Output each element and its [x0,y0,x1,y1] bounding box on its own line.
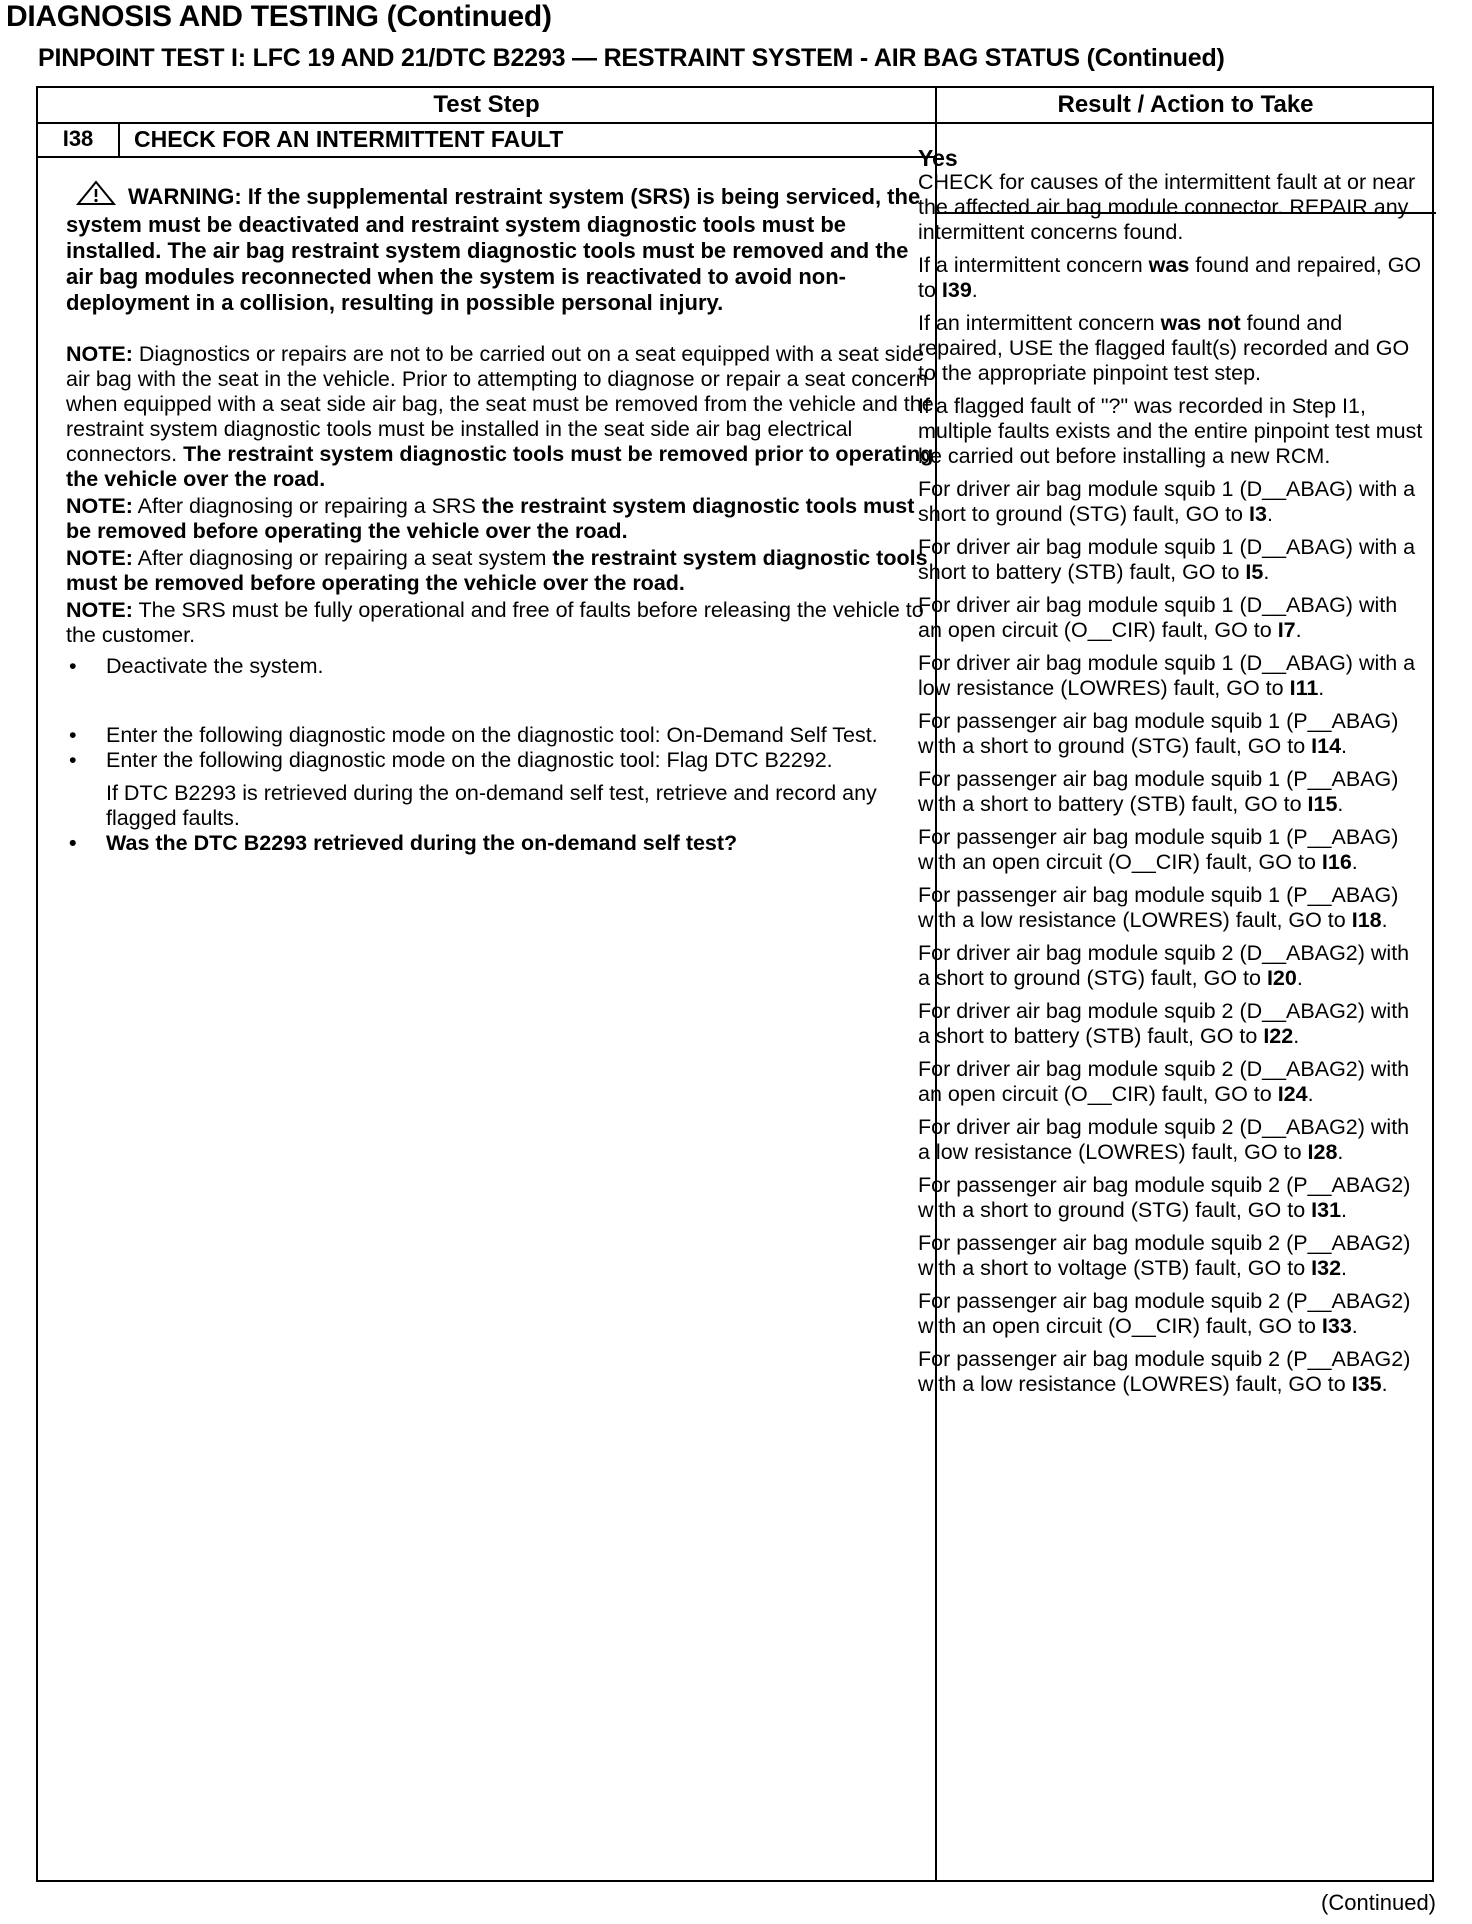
note-seat-side-airbag [66,342,936,492]
warning-text: WARNING: If the supplemental restraint system (SRS) is being serviced, the system must be deactivated and restraint system diagnostic tools must be installed. The air bag restraint system diagnostic tools must be removed and the air bag modules reconnected when the system is reactivated to avoid non-deployment in a collision, resulting in possible personal injury. [66,184,921,315]
goto-step: I20 [1266,966,1297,990]
fault-description: For passenger air bag module squib 1 (P__ABAG) with a short to ground (STG) fault, GO to [918,709,1399,758]
goto-step: I31 [1311,1198,1342,1222]
bullet-text: Was the DTC B2293 retrieved during the on-demand self test? [106,831,738,855]
result-concern-not-found: If an intermittent concern was not found and repaired, USE the flagged fault(s) recorded and GO to the appropriate pinpoint test step. [918,311,1410,385]
bullet-icon: • [69,723,77,747]
fault-result-item: For driver air bag module squib 1 (D__ABAG) with an open circuit (O__CIR) fault, GO to I7. [918,593,1398,642]
column-header-result: Result / Action to Take [1057,91,1314,118]
fault-description: For passenger air bag module squib 2 (P__ABAG2) with a short to ground (STG) fault, GO to [918,1173,1411,1222]
fault-description: For driver air bag module squib 1 (D__ABAG) with a low resistance (LOWRES) fault, GO to [918,651,1416,700]
fault-result-item: For passenger air bag module squib 2 (P__ABAG2) with a short to ground (STG) fault, GO to I31. [918,1173,1411,1222]
fault-result-item: For driver air bag module squib 1 (D__ABAG) with a short to battery (STB) fault, GO to I5. [918,535,1416,584]
note-text: Diagnostics or repairs are not to be carried out on a seat equipped with a seat side air bag with the seat in the vehicle. Prior to attempting to diagnose or repair a seat concern when equipped with a seat side air bag, the seat must be removed from the vehicle and the restraint system diagnostic tools must be installed in the seat side air bag electrical connectors. [66,342,934,466]
note-after-seat-repair [66,546,936,596]
note-text: After diagnosing or repairing a seat system [132,546,553,570]
fault-result-item: For driver air bag module squib 2 (D__ABAG2) with a short to battery (STB) fault, GO to I22. [918,999,1410,1048]
bullet-text: Enter the following diagnostic mode on the diagnostic tool: On-Demand Self Test. [106,723,878,747]
goto-step: I24 [1277,1082,1308,1106]
page-title: DIAGNOSIS AND TESTING (Continued) [6,0,552,33]
warning-block [66,180,936,316]
fault-result-item: For passenger air bag module squib 1 (P__ABAG) with a low resistance (LOWRES) fault, GO to I18. [918,883,1399,932]
step-number: I38 [38,122,120,156]
fault-description: For passenger air bag module squib 1 (P__ABAG) with a short to battery (STB) fault, GO to [918,767,1399,816]
goto-step: I18 [1351,908,1382,932]
goto-step: I14 [1311,734,1342,758]
retrieve-instruction: If DTC B2293 is retrieved during the on-demand self test, retrieve and record any flagged faults. [106,781,877,830]
fault-description: For driver air bag module squib 2 (D__ABAG2) with an open circuit (O__CIR) fault, GO to [918,1057,1410,1106]
warning-triangle-icon [76,180,116,212]
goto-step: I5 [1245,560,1264,584]
result-content [918,146,1424,1405]
bullet-deactivate [66,654,936,679]
bullet-icon: • [69,831,77,855]
step-row [38,122,935,158]
fault-result-item: For passenger air bag module squib 1 (P__ABAG) with an open circuit (O__CIR) fault, GO to I16. [918,825,1399,874]
result-check-intermittent: CHECK for causes of the intermittent fault at or near the affected air bag module connector. REPAIR any intermittent concerns found. [918,170,1416,244]
fault-result-item: For driver air bag module squib 1 (D__ABAG) with a low resistance (LOWRES) fault, GO to I11. [918,651,1416,700]
note-emphasis: the restraint system diagnostic tools must be removed before operating the vehicle over the road. [66,546,928,595]
goto-step: I16 [1321,850,1352,874]
note-label: NOTE: [66,494,133,518]
bullet-icon: • [69,654,77,678]
pinpoint-test-title: PINPOINT TEST I: LFC 19 AND 21/DTC B2293 — RESTRAINT SYSTEM - AIR BAG STATUS (Continued) [38,44,1225,72]
goto-step: I33 [1321,1314,1352,1338]
note-srs-operational [66,598,936,648]
bullet-text: Deactivate the system. [106,654,324,678]
goto-step: I7 [1277,618,1296,642]
fault-result-item: For passenger air bag module squib 2 (P__ABAG2) with a short to voltage (STB) fault, GO to I32. [918,1231,1411,1280]
fault-result-item: For driver air bag module squib 2 (D__ABAG2) with a low resistance (LOWRES) fault, GO to I28. [918,1115,1410,1164]
fault-description: For driver air bag module squib 2 (D__ABAG2) with a low resistance (LOWRES) fault, GO to [918,1115,1410,1164]
fault-description: For driver air bag module squib 2 (D__ABAG2) with a short to battery (STB) fault, GO to [918,999,1410,1048]
note-emphasis: the restraint system diagnostic tools must be removed before operating the vehicle over the road. [66,494,915,543]
result-multiple-faults: If a flagged fault of "?" was recorded in Step I1, multiple faults exists and the entire pinpoint test must be carried out before installing a new RCM. [918,394,1423,468]
note-label: NOTE: [66,546,133,570]
fault-description: For passenger air bag module squib 2 (P__ABAG2) with a short to voltage (STB) fault, GO to [918,1231,1411,1280]
fault-description: For driver air bag module squib 1 (D__ABAG) with a short to ground (STG) fault, GO to [918,477,1416,526]
bullet-text: Enter the following diagnostic mode on the diagnostic tool: Flag DTC B2292. [106,748,833,772]
goto-step: I3 [1249,502,1267,526]
fault-description: For passenger air bag module squib 1 (P__ABAG) with an open circuit (O__CIR) fault, GO to [918,825,1399,874]
goto-step: I15 [1307,792,1338,816]
fault-description: For driver air bag module squib 2 (D__ABAG2) with a short to ground (STG) fault, GO to [918,941,1410,990]
fault-description: For passenger air bag module squib 2 (P__ABAG2) with an open circuit (O__CIR) fault, GO to [918,1289,1411,1338]
note-text: After diagnosing or repairing a SRS [132,494,482,518]
table-header-row [38,88,1432,124]
goto-step: I11 [1289,676,1319,700]
note-emphasis: The restraint system diagnostic tools must be removed prior to operating the vehicle over the road. [66,442,934,491]
fault-description: For driver air bag module squib 1 (D__ABAG) with a short to battery (STB) fault, GO to [918,535,1416,584]
continued-label: (Continued) [1321,1890,1436,1915]
result-yes-label: Yes [918,145,958,171]
bullet-question [66,831,936,856]
fault-result-item: For driver air bag module squib 1 (D__ABAG) with a short to ground (STG) fault, GO to I3. [918,477,1416,526]
fault-description: For passenger air bag module squib 1 (P__ABAG) with a low resistance (LOWRES) fault, GO to [918,883,1399,932]
step-title: CHECK FOR AN INTERMITTENT FAULT [134,126,564,152]
result-concern-found: If a intermittent concern was found and repaired, GO to I39. [918,253,1422,302]
fault-result-item: For passenger air bag module squib 1 (P__ABAG) with a short to battery (STB) fault, GO to I15. [918,767,1399,816]
test-step-content [66,180,936,856]
fault-list [918,477,1424,1397]
fault-description: For driver air bag module squib 1 (D__ABAG) with an open circuit (O__CIR) fault, GO to [918,593,1398,642]
fault-result-item: For passenger air bag module squib 2 (P__ABAG2) with a low resistance (LOWRES) fault, GO to I35. [918,1347,1411,1396]
note-label: NOTE: [66,598,133,622]
goto-step: I32 [1311,1256,1342,1280]
goto-step: I35 [1351,1372,1382,1396]
bullet-icon: • [69,748,77,772]
bullet-on-demand-self-test [66,723,936,748]
note-text: The SRS must be fully operational and free of faults before releasing the vehicle to the customer. [66,598,924,647]
goto-step: I28 [1307,1140,1338,1164]
note-after-srs-repair [66,494,936,544]
fault-result-item: For passenger air bag module squib 1 (P__ABAG) with a short to ground (STG) fault, GO to I14. [918,709,1399,758]
bullet-flag-dtc [66,748,936,773]
goto-step: I22 [1263,1024,1294,1048]
fault-description: For passenger air bag module squib 2 (P__ABAG2) with a low resistance (LOWRES) fault, GO to [918,1347,1411,1396]
fault-result-item: For driver air bag module squib 2 (D__ABAG2) with an open circuit (O__CIR) fault, GO to I24. [918,1057,1410,1106]
note-label: NOTE: [66,342,133,366]
column-header-test-step: Test Step [433,91,540,118]
fault-result-item: For driver air bag module squib 2 (D__ABAG2) with a short to ground (STG) fault, GO to I20. [918,941,1410,990]
fault-result-item: For passenger air bag module squib 2 (P__ABAG2) with an open circuit (O__CIR) fault, GO to I33. [918,1289,1411,1338]
